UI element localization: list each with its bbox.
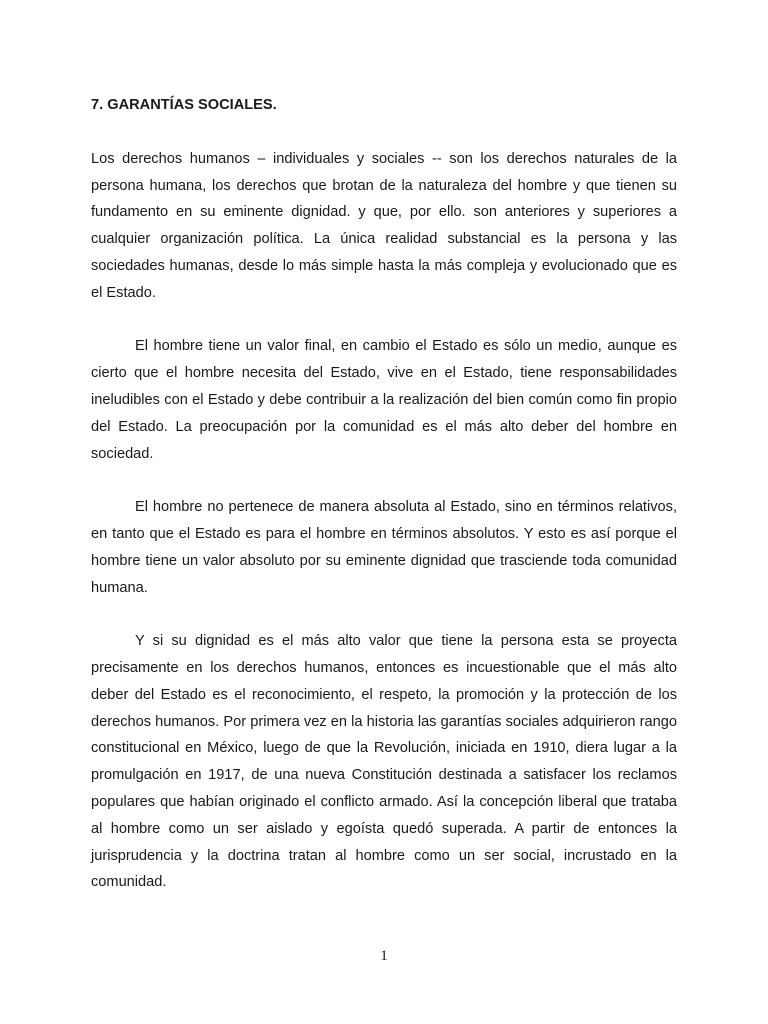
- section-heading: 7. GARANTÍAS SOCIALES.: [91, 97, 277, 113]
- paragraph-2: El hombre tiene un valor final, en cambio el Estado es sólo un medio, aunque es cierto que el hombre necesita del Estado, vive en el Estado, tiene responsabilidades ineludibles con el Estado y debe contribuir a la realización del bien común como fin propio del Estado. La preocupación por la comunidad es el más alto deber del hombre en sociedad.: [91, 338, 677, 462]
- paragraph-4: Y si su dignidad es el más alto valor que tiene la persona esta se proyecta precisamente en los derechos humanos, entonces es incuestionable que el más alto deber del Estado es el reconocimiento, el respeto, la promoción y la protección de los derechos humanos. Por primera vez en la historia las garantías sociales adquirieron rango constitucional en México, luego de que la Revolución, iniciada en 1910, diera lugar a la promulgación en 1917, de una nueva Constitución destinada a satisfacer los reclamos populares que habían originado el conflicto armado. Así la concepción liberal que trataba al hombre como un ser aislado y egoísta quedó superada. A partir de entonces la jurisprudencia y la doctrina tratan al hombre como un ser social, incrustado en la comunidad.: [91, 633, 677, 891]
- paragraph-3: El hombre no pertenece de manera absoluta al Estado, sino en términos relativos, en tanto que el Estado es para el hombre en términos absolutos. Y esto es así porque el hombre tiene un valor absoluto por su eminente dignidad que trasciende toda comunidad humana.: [91, 499, 677, 596]
- paragraph-1: Los derechos humanos – individuales y sociales -- son los derechos naturales de la persona humana, los derechos que brotan de la naturaleza del hombre y que tienen su fundamento en su eminente dignidad. y que, por ello. son anteriores y superiores a cualquier organización política. La única realidad substancial es la persona y las sociedades humanas, desde lo más simple hasta la más compleja y evolucionado que es el Estado.: [91, 150, 677, 301]
- page-number: 1: [380, 948, 388, 964]
- document-body: [91, 92, 677, 923]
